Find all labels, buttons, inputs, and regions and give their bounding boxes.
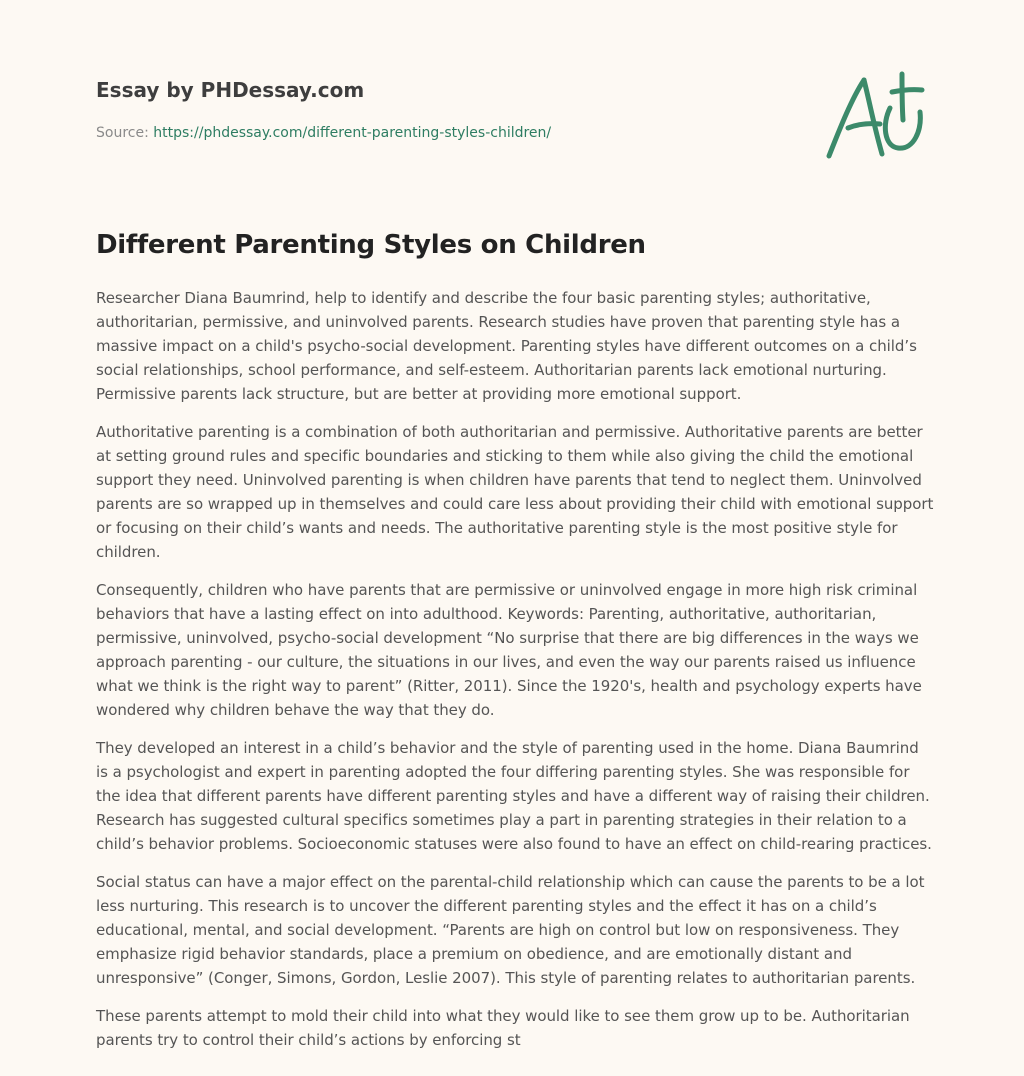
article-paragraph: These parents attempt to mold their child into what they would like to see them grow up to be. Authoritarian parents try to control their child’s actions by enforcing st xyxy=(96,1007,910,1049)
source-label: Source: xyxy=(96,125,149,141)
article-paragraph: Researcher Diana Baumrind, help to identify and describe the four basic parenting styles; authoritative, authoritarian, permissive, and uninvolved parents. Research studies have proven that parenting style has a massive impact on a child's psycho-social development. Parenting styles have different outcomes on a child’s social relationships, school performance, and self-esteem. Authoritarian parents lack emotional nurturing. Permissive parents lack structure, but are better at providing more emotional support. xyxy=(96,289,917,403)
article-paragraph: Consequently, children who have parents that are permissive or uninvolved engage in more high risk criminal behaviors that have a lasting effect on into adulthood. Keywords: Parenting, authoritative, authoritarian, permissive, uninvolved, psycho-social development “No surprise that there are big differences in the ways we approach parenting - our culture, the situations in our lives, and even the way our parents raised us influence what we think is the right way to parent” (Ritter, 2011). Since the 1920's, health and psychology experts have wondered why children behave the way that they do. xyxy=(96,581,922,719)
article-paragraph: They developed an interest in a child’s behavior and the style of parenting used in the home. Diana Baumrind is a psychologist and expert in parenting adopted the four differing parenting styles. She was responsible for the idea that different parents have different parenting styles and have a different way of raising their children. Research has suggested cultural specifics sometimes play a part in parenting strategies in their relation to a child’s behavior problems. Socioeconomic statuses were also found to have an effect on child-rearing practices. xyxy=(96,739,932,853)
source-link[interactable]: https://phdessay.com/different-parenting-styles-children/ xyxy=(153,125,552,141)
source-line xyxy=(96,123,696,143)
a-plus-logo-icon xyxy=(822,68,926,164)
article-paragraph: Authoritative parenting is a combination of both authoritarian and permissive. Authoritative parents are better at setting ground rules and specific boundaries and sticking to them while also giving the child the emotional support they need. Uninvolved parenting is when children have parents that tend to neglect them. Uninvolved parents are so wrapped up in themselves and could care less about providing their child with emotional support or focusing on their child’s wants and needs. The authoritative parenting style is the most positive style for children. xyxy=(96,423,934,561)
article-paragraph: Social status can have a major effect on the parental-child relationship which can cause the parents to be a lot less nurturing. This research is to uncover the different parenting styles and the effect it has on a child’s educational, mental, and social development. “Parents are high on control but low on responsiveness. They emphasize rigid behavior standards, place a premium on obedience, and are emotionally distant and unresponsive” (Conger, Simons, Gordon, Leslie 2007). This style of parenting relates to authoritarian parents. xyxy=(96,873,925,987)
site-title: Essay by PHDessay.com xyxy=(96,78,365,102)
article-body xyxy=(96,286,934,1066)
page-header xyxy=(96,74,696,143)
article-title: Different Parenting Styles on Children xyxy=(96,230,646,260)
